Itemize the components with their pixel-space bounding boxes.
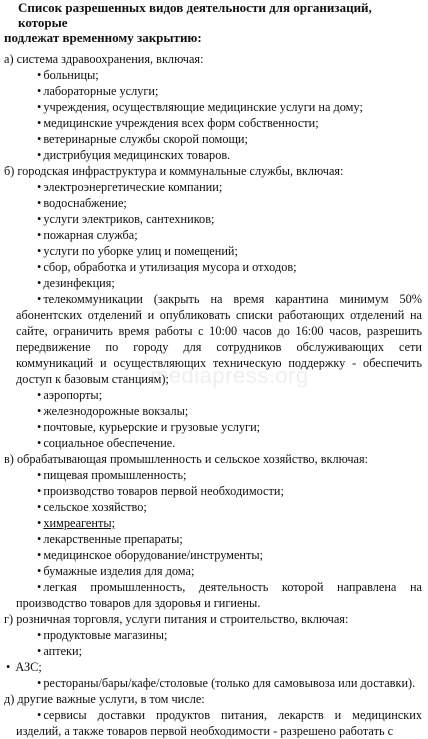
list-item: • пищевая промышленность; bbox=[37, 468, 187, 482]
list-item: • продуктовые магазины; bbox=[37, 628, 168, 642]
list-item: • услуги по уборке улиц и помещений; bbox=[37, 244, 238, 258]
section-heading-g: г) розничная торговля, услуги питания и строительство, включая: bbox=[4, 612, 349, 626]
list-item: • производство товаров первой необходимости; bbox=[37, 484, 284, 498]
list-item: • почтовые, курьерские и грузовые услуги; bbox=[37, 420, 261, 434]
list-item: • химреагенты; bbox=[37, 516, 116, 530]
list-item: • аптеки; bbox=[37, 644, 82, 658]
restaurants-paragraph: • рестораны/бары/кафе/столовые (только для самовывоза или доставки). bbox=[37, 676, 416, 690]
list-item: • услуги электриков, сантехников; bbox=[37, 212, 215, 226]
list-item: • социальное обеспечение. bbox=[37, 436, 176, 450]
section-heading-v: в) обрабатывающая промышленность и сельское хозяйство, включая: bbox=[4, 452, 369, 466]
list-item: • электроэнергетические компании; bbox=[37, 180, 223, 194]
list-item: • сельское хозяйство; bbox=[37, 500, 147, 514]
section-heading-b: б) городская инфраструктура и коммунальные службы, включая: bbox=[4, 164, 344, 178]
light-industry-paragraph: • легкая промышленность, деятельность которой направлена на производство товаров для здоровья и гигиены. bbox=[16, 580, 422, 610]
list-item: • бумажные изделия для дома; bbox=[37, 564, 195, 578]
list-item: • дезинфекция; bbox=[37, 276, 115, 290]
section-heading-d: д) другие важные услуги, в том числе: bbox=[4, 692, 205, 706]
list-item: • медицинские учреждения всех форм собственности; bbox=[37, 116, 319, 130]
list-item: • медицинское оборудование/инструменты; bbox=[37, 548, 264, 562]
list-item: • железнодорожные вокзалы; bbox=[37, 404, 189, 418]
list-item: • сбор, обработка и утилизация мусора и отходов; bbox=[37, 260, 297, 274]
telecom-paragraph: • телекоммуникации (закрыть на время карантина минимум 50% абонентских отделений и опубликовать списки работающих отделений на сайте, ограничить время работы с 10:00 часов до 16:00 часов, разрешить передвижение по городу для сотрудников обслуживающих сети коммуникаций и осуществляющих техническую поддержку - обеспечить доступ к базовым станциям); bbox=[16, 292, 422, 386]
list-item: • аэропорты; bbox=[37, 388, 103, 402]
list-item: • дистрибуция медицинских товаров. bbox=[37, 148, 231, 162]
title-line-1: Список разрешенных видов деятельности для организаций, которые bbox=[18, 0, 372, 30]
title-line-2: подлежат временному закрытию: bbox=[4, 30, 202, 45]
list-item-azs: • АЗС; bbox=[6, 660, 42, 674]
section-heading-a: а) система здравоохранения, включая: bbox=[4, 52, 204, 66]
list-item: • лекарственные препараты; bbox=[37, 532, 183, 546]
list-item: • ветеринарные службы скорой помощи; bbox=[37, 132, 248, 146]
list-item: • больницы; bbox=[37, 68, 99, 82]
document-title bbox=[4, 0, 424, 45]
list-item: • водоснабжение; bbox=[37, 196, 127, 210]
watermark: mediapress.org bbox=[150, 363, 309, 388]
document bbox=[4, 0, 424, 739]
list-item: • лабораторные услуги; bbox=[37, 84, 159, 98]
list-item: • пожарная служба; bbox=[37, 228, 138, 242]
list-item: • учреждения, осуществляющие медицинские услуги на дому; bbox=[37, 100, 363, 114]
delivery-services-paragraph: • сервисы доставки продуктов питания, лекарств и медицинских изделий, а также товаров первой необходимости - разрешено работать с bbox=[16, 708, 422, 738]
